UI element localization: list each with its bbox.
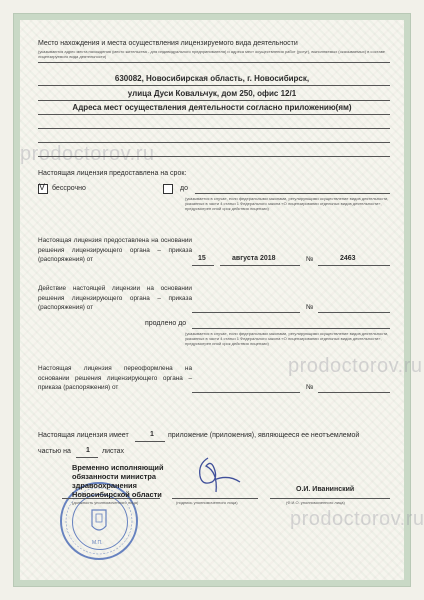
appendix-prefix: Настоящая лицензия имеет <box>38 432 129 439</box>
address-line-1: 630082, Новосибирская область, г. Новосибирск, <box>114 74 310 83</box>
position-note: (должность уполномоченного лица) <box>72 500 139 505</box>
watermark: prodoctorov.ru <box>290 508 424 530</box>
position-line-4: Новосибирской области <box>72 490 162 499</box>
position-line-1: Временно исполняющий <box>72 463 164 472</box>
extended-note: (указывается в случае, если федеральными законами, регулирующими осуществление видов деятельности, указанных в части 4 статьи 1 Федерального закона «О лицензировании отдельных видов деятельности», предусмотрен иной срок действия лицензии) <box>185 331 389 346</box>
signatory-name: О.И. Иванинский <box>296 486 355 493</box>
name-note: (Ф.И.О. уполномоченного лица) <box>286 500 345 505</box>
appendix-part-suffix: листах <box>102 448 125 455</box>
signature-note: (подпись уполномоченного лица) <box>176 500 238 505</box>
signatory-position <box>72 463 164 499</box>
stamp-label: М.П. <box>92 540 103 546</box>
term-label: Настоящая лицензия предоставлена на срок: <box>38 170 187 177</box>
section-note: (указываются адрес места нахождения (место жительства - для индивидуального предпринимателя) и адреса мест осуществления работ (услуг), выполняемых (оказываемых) в составе лицензируемого вида деятельности) <box>38 49 386 59</box>
granted-day: 15 <box>198 255 206 262</box>
extended-until-label: продлено до <box>145 320 187 327</box>
position-line-3: здравоохранения <box>72 481 137 490</box>
until-label: до <box>180 185 188 192</box>
extended-number-label: № <box>306 304 314 311</box>
section-title: Место нахождения и места осуществления лицензируемого вида деятельности <box>38 40 298 47</box>
appendix-count: 1 <box>150 431 154 438</box>
check-mark: V <box>39 182 46 192</box>
until-checkbox <box>163 184 173 194</box>
unlimited-label: бессрочно <box>52 185 86 192</box>
position-line-2: обязанности министра <box>72 472 157 481</box>
appendix-sheets: 1 <box>86 447 90 454</box>
appendix-suffix: приложение (приложения), являющееся ее неотъемлемой <box>168 432 360 439</box>
granted-text: Настоящая лицензия предоставлена на основании решения лицензирующего органа – приказа (распоряжения) от <box>38 237 192 263</box>
granted-month-year: августа 2018 <box>232 255 276 262</box>
address-line-2: улица Дуси Ковальчук, дом 250, офис 12/1 <box>127 89 297 98</box>
watermark: prodoctorov.ru <box>20 143 155 165</box>
address-line-3: Адреса мест осуществления деятельности согласно приложению(ям) <box>72 103 352 112</box>
reissued-text: Настоящая лицензия переоформлена на основании решения лицензирующего органа – приказа (распоряжения) от <box>38 365 192 391</box>
signature-icon <box>178 452 248 496</box>
extended-text: Действие настоящей лицензии на основании решения лицензирующего органа – приказа (распоряжения) от <box>38 285 192 311</box>
term-note: (указывается в случае, если федеральными законами, регулирующими осуществление видов деятельности, указанных в части 4 статьи 1 Федерального закона «О лицензировании отдельных видов деятельности», предусмотрен иной срок действия лицензии) <box>185 196 389 211</box>
granted-number: 2463 <box>340 255 356 262</box>
reissued-number-label: № <box>306 384 314 391</box>
appendix-part-prefix: частью на <box>38 448 71 455</box>
watermark: prodoctorov.ru <box>288 355 423 377</box>
granted-number-label: № <box>306 256 314 263</box>
